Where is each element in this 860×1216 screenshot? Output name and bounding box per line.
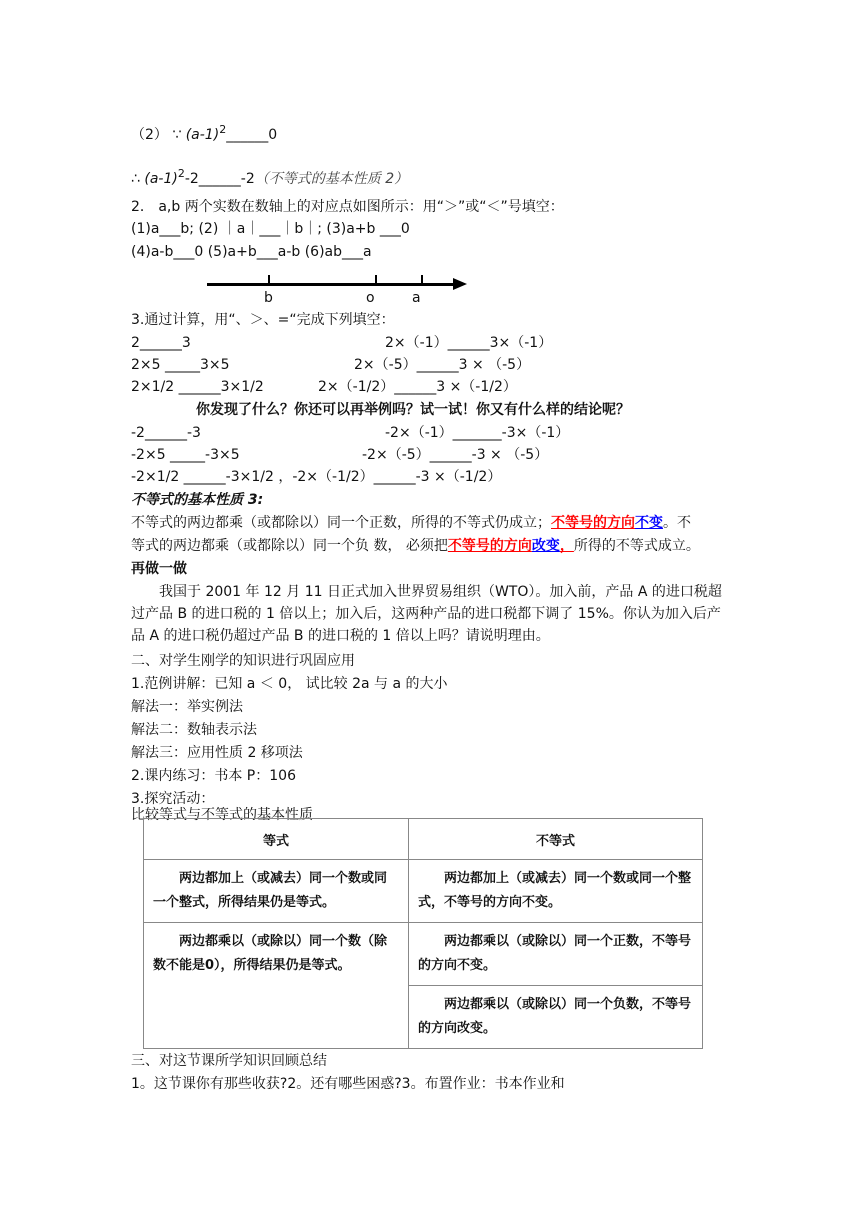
table-cell: 两边都乘以（或除以）同一个数（除数不能是0），所得结果仍是等式。 [144,923,409,1049]
step-2-line-2: ∴ $(a-1)^2-2\_\_\_\_\_\_-2$（不等式的基本性质 2） [131,167,409,187]
q3-row-1-left: 2______3 [131,335,191,351]
practice-title: 再做一做 [131,561,187,577]
homework-line: 2.课内练习：书本 P：106 [131,768,296,784]
label-b: b [264,290,273,306]
example-line: 1.范例讲解：已知 a ＜ 0， 试比较 2a 与 a 的大小 [131,676,448,692]
question-3-intro: 3.通过计算，用“、＞、=“完成下列填空： [131,312,395,328]
tick-o [375,275,377,286]
number-line-arrow-icon [453,278,467,290]
q3-row-3-left: 2×1/2 ______3×1/2 [131,379,264,395]
compare-caption: 比较等式与不等式的基本性质 [131,807,313,823]
q3-row2-2-left: -2×5 _____-3×5 [131,447,240,463]
table-cell: 两边都加上（或减去）同一个数或同一个整式，不等号的方向不变。 [409,860,703,923]
q3-row2-1-left: -2______-3 [131,425,201,441]
tick-a [421,275,423,286]
property-3-line-2: 等式的两边都乘（或都除以）同一个负 数， 必须把不等号的方向改变，所得的不等式成立。 [131,538,700,554]
q3-row-3-right: 2×（-1/2）______3 ×（-1/2） [318,379,517,395]
number-line-axis [207,283,455,286]
q3-prompt: 你发现了什么？你还可以再举例吗？试一试！你又有什么样的结论呢？ [196,402,630,418]
section-3-title: 三、对这节课所学知识回顾总结 [131,1053,327,1069]
q3-row-2-left: 2×5 _____3×5 [131,357,230,373]
q3-row-1-right: 2×（-1）______3×（-1） [385,335,553,351]
q3-row2-1-right: -2×（-1）_______-3×（-1） [385,425,570,441]
question-2-row-1: (1)a___b; (2) ｜a｜___｜b｜; (3)a+b ___0 [131,221,410,237]
step-2-line-1: （2） ∵ $(a-1)^2\_\_\_\_\_\_0$ [131,123,278,143]
table-cell: 两边都乘以（或除以）同一个正数，不等号的方向不变。 [409,923,703,986]
property-3-line-1: 不等式的两边都乘（或都除以）同一个正数，所得的不等式仍成立；不等号的方向不变。不 [131,515,691,531]
method-2: 解法二：数轴表示法 [131,722,257,738]
q3-row2-3: -2×1/2 ______-3×1/2 ，-2×（-1/2）______-3 ×（-1/2） [131,469,502,485]
q3-row-2-right: 2×（-5）______3 × （-5） [354,357,531,373]
section-3-line: 1。这节课你有那些收获?2。还有哪些困惑?3。布置作业：书本作业和 [131,1076,565,1092]
label-a: a [412,290,421,306]
table-header-inequality: 不等式 [409,819,703,860]
section-2-title: 二、对学生刚学的知识进行巩固应用 [131,653,355,669]
method-1: 解法一：举实例法 [131,699,243,715]
table-row [144,923,703,986]
property-3-title: 不等式的基本性质 3: [131,492,264,508]
label-o: o [366,290,375,306]
table-cell: 两边都乘以（或除以）同一个负数，不等号的方向改变。 [409,986,703,1049]
comparison-table [143,818,703,1049]
table-cell: 两边都加上（或减去）同一个数或同一个整式，所得结果仍是等式。 [144,860,409,923]
method-3: 解法三：应用性质 2 移项法 [131,745,303,761]
table-row [144,860,703,923]
q3-row2-2-right: -2×（-5）______-3 × （-5） [362,447,549,463]
practice-body: 我国于 2001 年 12 月 11 日正式加入世界贸易组织（WTO）。加入前，产品 A 的进口税超过产品 B 的进口税的 1 倍以上；加入后，这两种产品的进口税都下调了 15%。你认为加入后产品 A 的进口税仍超过产品 B 的进口税的 1 倍以上吗？请说明理由。 [131,584,722,644]
table-header-row [144,819,703,860]
table-header-equation: 等式 [144,819,409,860]
question-2-intro: 2． a,b 两个实数在数轴上的对应点如图所示：用“＞”或“＜”号填空： [131,199,564,215]
tick-b [268,275,270,286]
question-2-row-2: (4)a-b___0 (5)a+b___a-b (6)ab___a [131,244,372,260]
explore-line: 3.探究活动： [131,791,215,807]
